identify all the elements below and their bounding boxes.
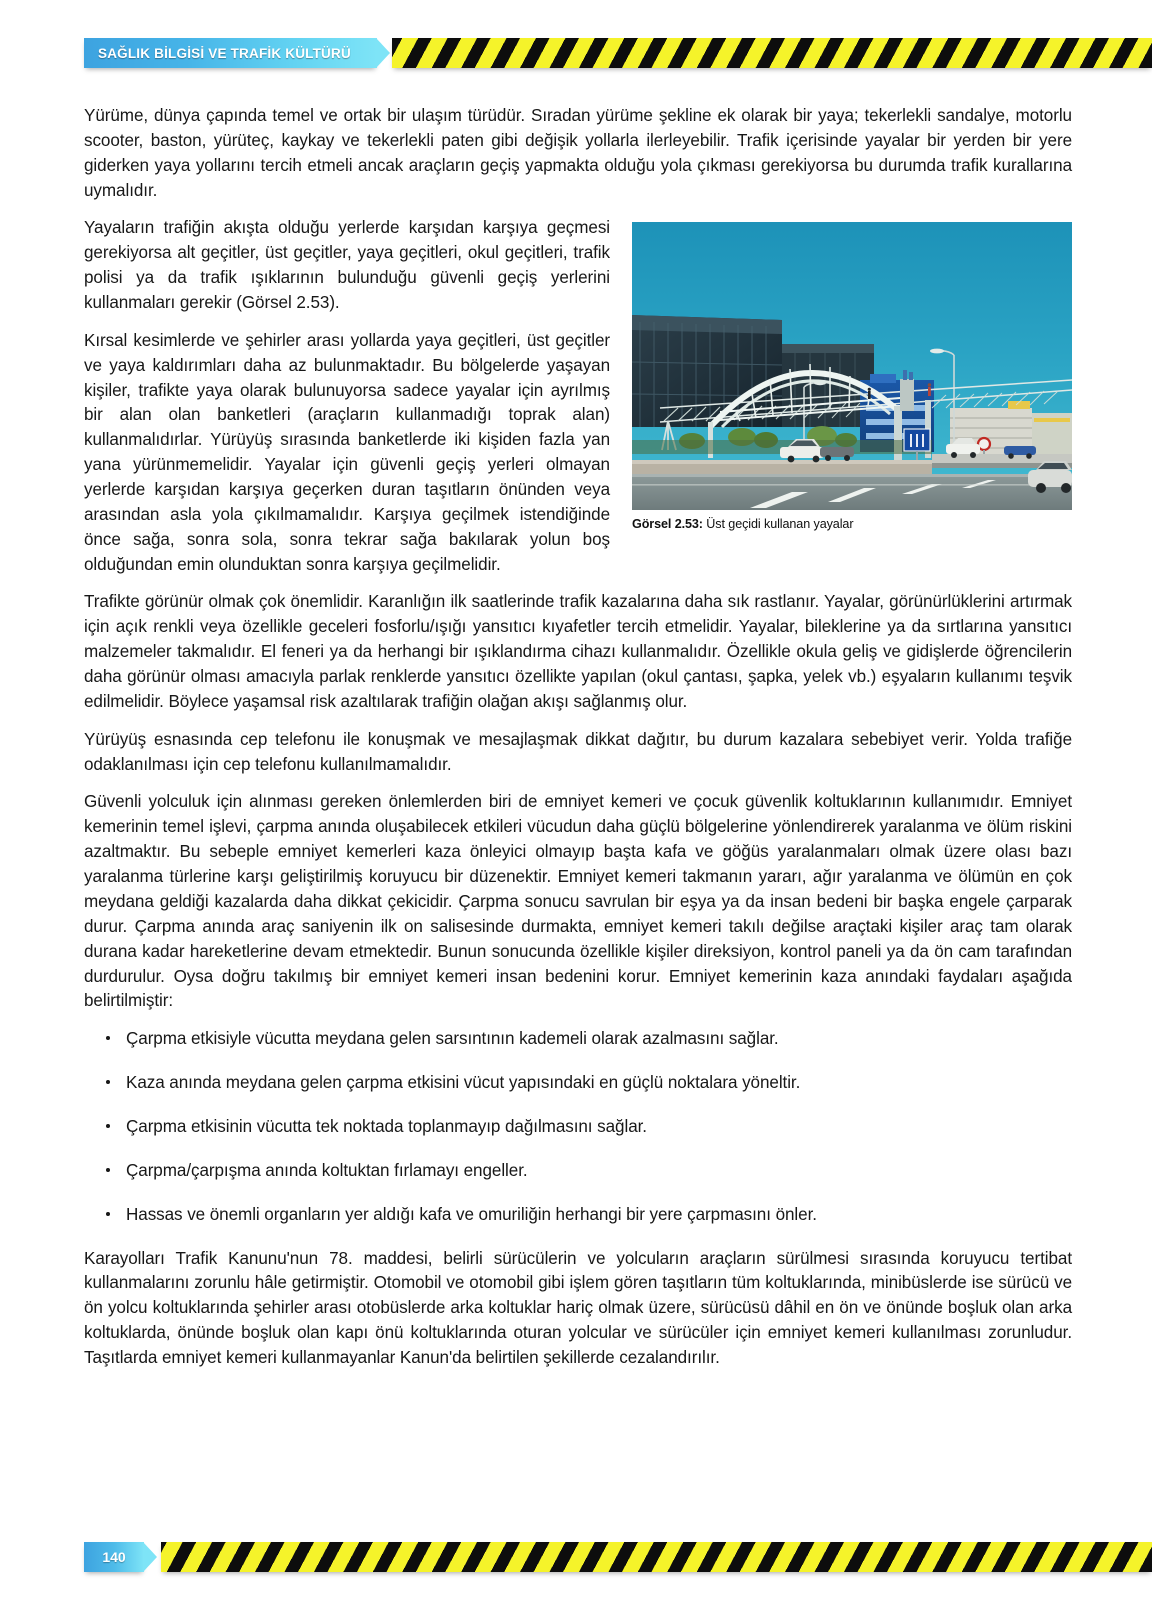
pedestrian-overpass-photo bbox=[632, 222, 1072, 510]
list-item bbox=[84, 1071, 1072, 1096]
list-item-label: Kaza anında meydana gelen çarpma etkisini vücut yapısındaki en güçlü noktalara yöneltir. bbox=[126, 1073, 801, 1093]
list-item-label: Hassas ve önemli organların yer aldığı kafa ve omuriliğin herhangi bir yere çarpmasını önler. bbox=[126, 1204, 817, 1224]
bullet-dot-icon bbox=[106, 1080, 110, 1084]
bullet-dot-icon bbox=[106, 1168, 110, 1172]
footer-hazard-stripe bbox=[161, 1542, 1152, 1572]
page-header bbox=[0, 38, 1152, 68]
page-number-tab bbox=[84, 1542, 144, 1572]
bullet-dot-icon bbox=[106, 1124, 110, 1128]
header-hazard-stripe bbox=[392, 38, 1152, 68]
paragraph-1: Yürüme, dünya çapında temel ve ortak bir ulaşım türüdür. Sıradan yürüme şekline ek olarak bir yaya; tekerlekli sandalye, motorlu scooter, baston, yürüteç, kaykay ve tekerlekli paten gibi değişik yollarla ilerleyebilir. Trafik içerisinde yayalar bir yerden bir yere giderken yaya yollarını tercih etmeli ancak araçların geçiş yapmakta olduğu yola çıkması gerekiyorsa bu durumda trafik kurallarına uymalıdır. bbox=[84, 106, 1072, 200]
paragraph-3: Kırsal kesimlerde ve şehirler arası yollarda yaya geçitleri, üst geçitler ve yaya kaldırımları daha az bulunmaktadır. Bu bölgelerde yaşayan kişiler, trafikte yaya olarak bulunuyorsa sadece yayalar için ayrılmış bir alan olan banketleri (araçların kullanmadığı toprak alan) kullanmalıdırlar. Yürüyüş sırasında banketlerde iki kişiden fazla yan yana yürünmemelidir. Yayalar için güvenli geçiş yerleri olmayan yerlerde karşıdan karşıya geçerken duran taşıtların önünden veya arasından asla yola çıkılmamalıdır. Karşıya geçilmek istendiğinde önce sağa, sonra sola, sonra tekrar sağa bakılarak yolun boş olduğundan emin olunduktan sonra karşıya geçilmelidir. bbox=[84, 330, 610, 574]
seatbelt-benefits-list bbox=[84, 1027, 1072, 1227]
chapter-title-label: SAĞLIK BİLGİSİ VE TRAFİK KÜLTÜRÜ bbox=[98, 45, 351, 61]
chapter-title-tab bbox=[84, 38, 377, 68]
list-item-label: Çarpma etkisiyle vücutta meydana gelen sarsıntının kademeli olarak azalmasını sağlar. bbox=[126, 1029, 779, 1049]
list-item bbox=[84, 1159, 1072, 1184]
paragraph-2: Yayaların trafiğin akışta olduğu yerlerde karşıdan karşıya geçmesi gerekiyorsa alt geçitler, üst geçitler, yaya geçitleri, okul geçitleri, trafik polisi ya da trafik ışıklarının bulunduğu güvenli geçiş yerlerini kullanmaları gerekir (Görsel 2.53). bbox=[84, 218, 610, 313]
paragraph-7: Karayolları Trafik Kanunu'nun 78. maddesi, belirli sürücülerin ve yolcuların araçların sürülmesi sırasında koruyucu tertibat kullanmalarını zorunlu hâle getirmiştir. Otomobil ve otomobil gibi işlem gören taşıtların tüm koltuklarında, minibüslerde ise sürücü ve ön yolcu koltuklarında şehirler arası otobüslerde arka koltuklar hariç olmak üzere, sürücüsü dâhil en ön ve önünde boşluk olan arka koltuklarda, önünde boşluk olan kapı önü koltuklarında oturan yolcular ve sürücüler için emniyet kemeri kullanılması zorunludur. Taşıtlarda emniyet kemeri kullanmayanlar Kanun'da belirtilen şekillerde cezalandırılır. bbox=[84, 1248, 1072, 1367]
list-item bbox=[84, 1027, 1072, 1052]
page-number-label: 140 bbox=[102, 1549, 126, 1565]
figure-gorsel-2-53 bbox=[632, 222, 1072, 533]
list-item-label: Çarpma etkisinin vücutta tek noktada toplanmayıp dağılmasını sağlar. bbox=[126, 1116, 647, 1136]
page-content bbox=[84, 104, 1072, 1371]
list-item bbox=[84, 1203, 1072, 1228]
figure-photo bbox=[632, 222, 1072, 510]
paragraph-5: Yürüyüş esnasında cep telefonu ile konuşmak ve mesajlaşmak dikkat dağıtır, bu durum kazalara sebebiyet verir. Yolda trafiğe odaklanılması için cep telefonu kullanılmamalıdır. bbox=[84, 729, 1072, 774]
bullet-dot-icon bbox=[106, 1212, 110, 1216]
figure-caption bbox=[632, 517, 1072, 533]
page-footer bbox=[0, 1542, 1152, 1572]
bullet-dot-icon bbox=[106, 1036, 110, 1040]
list-item-label: Çarpma/çarpışma anında koltuktan fırlamayı engeller. bbox=[126, 1160, 528, 1180]
paragraph-6: Güvenli yolculuk için alınması gereken önlemlerden biri de emniyet kemeri ve çocuk güvenlik koltuklarının kullanımıdır. Emniyet kemerinin temel işlevi, çarpma anında oluşabilecek etkileri vücudun daha güçlü bölgelerine yönlendirerek yaralanma ve ölüm riskini azaltmaktır. Bu sebeple emniyet kemerleri kaza önleyici olmayıp başta kafa ve göğüs yaralanmaları olmak üzere olası bazı yaralanma türlerine karşı geliştirilmiş koruyucu bir düzenektir. Emniyet kemeri takmanın yararı, ağır yaralanma ve ölümün en çok meydana geldiği kazalarda daha dikkat çekicidir. Çarpma sonucu savrulan bir eşya ya da insan bedeni bir başka engele çarparak durur. Çarpma anında araç saniyenin ilk on salisesinde durmakta, emniyet kemeri takılı değilse araçtaki kişiler araç tam olarak durana kadar hareketlerine devam etmektedir. Bunun sonucunda özellikle kişiler direksiyon, kontrol paneli ya da ön cam tarafından durdurulur. Oysa doğru takılmış bir emniyet kemeri insan bedenini korur. Emniyet kemerinin kaza anındaki faydaları aşağıda belirtilmiştir: bbox=[84, 792, 1072, 1011]
list-item bbox=[84, 1115, 1072, 1140]
paragraph-4: Trafikte görünür olmak çok önemlidir. Karanlığın ilk saatlerinde trafik kazalarına daha sık rastlanır. Yayalar, görünürlüklerini artırmak için açık renkli veya özellikle geceleri fosforlu/ışığı yansıtıcı kıyafetler tercih etmelidir. Yayalar, bileklerine ya da sırtlarına yansıtıcı malzemeler takmalıdır. El feneri ya da herhangi bir ışıklandırma cihazı kullanmalıdır. Özellikle okula geliş ve gidişlerde öğrencilerin daha görünür olması amacıyla parlak renklerde yansıtıcı özellikte yapılan (okul çantası, şapka, yelek vb.) eşyaların kullanımı teşvik edilmelidir. Böylece yaşamsal risk azaltılarak trafiğin olağan akışı sağlanmış olur. bbox=[84, 592, 1072, 711]
figure-caption-text: Üst geçidi kullanan yayalar bbox=[702, 517, 854, 532]
figure-caption-label: Görsel 2.53: bbox=[632, 517, 703, 532]
